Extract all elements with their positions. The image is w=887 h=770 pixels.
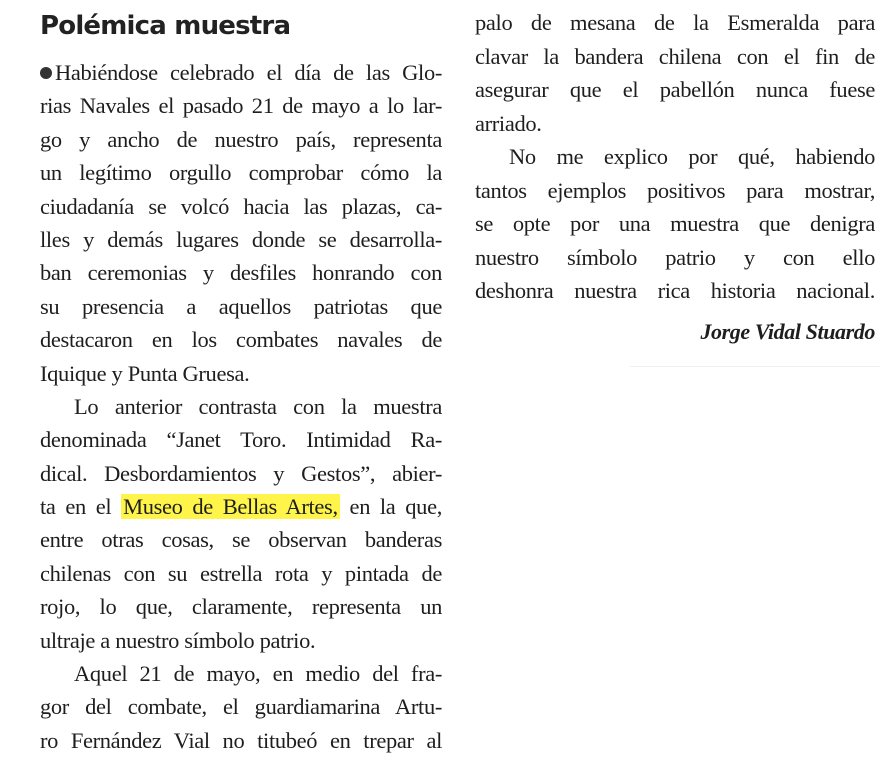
paragraph-1-line-8: su presencia a aquellos patriotas que	[40, 293, 442, 319]
bullet-icon	[40, 67, 52, 79]
paragraph-1-line-7: ban ceremonias y desfiles honrando con	[40, 260, 442, 286]
highlighted-museum-name: Museo de Bellas Artes,	[123, 494, 338, 520]
right-column	[475, 6, 875, 352]
paragraph-4-line-5: deshonra nuestra rica historia nacional.	[475, 278, 875, 303]
paragraph-2-line-3: dical. Desbordamientos y Gestos”, abier-	[40, 460, 442, 486]
paragraph-4-line-4: nuestro símbolo patrio y con ello	[475, 244, 875, 270]
paragraph-1-line-6: lles y demás lugares donde se desarrolla-	[40, 226, 442, 252]
paragraph-2-line-2: denominada “Janet Toro. Intimidad Ra-	[40, 427, 442, 453]
paragraph-3-line-5: clavar la bandera chilena con el fin de	[475, 43, 875, 69]
paragraph-1-line-10: Iquique y Punta Gruesa.	[40, 360, 250, 386]
paragraph-3-line-7: arriado.	[475, 110, 542, 136]
paragraph-1-line-9: destacaron en los combates navales de	[40, 327, 442, 353]
author-signature: Jorge Vidal Stuardo	[700, 318, 875, 344]
paragraph-2-line-8: ultraje a nuestro símbolo patrio.	[40, 627, 316, 653]
paragraph-4-line-2: tantos ejemplos positivos para mostrar,	[475, 177, 875, 203]
paragraph-1-line-1: Habiéndose celebrado el día de las Glo-	[40, 56, 442, 89]
paragraph-3-line-6: asegurar que el pabellón nunca fuese	[475, 77, 875, 102]
paragraph-3-line-3: ro Fernández Vial no titubeó en trepar al	[40, 727, 442, 753]
paragraph-2-line-6: chilenas con su estrella rota y pintada de	[40, 560, 442, 586]
paragraph-2-line-1: Lo anterior contrasta con la muestra	[74, 393, 442, 419]
paragraph-4-line-1: No me explico por qué, habiendo	[509, 144, 875, 169]
divider	[630, 366, 880, 367]
article-title: Polémica muestra	[40, 11, 291, 41]
paragraph-3-line-2: gor del combate, el guardiamarina Artu-	[40, 694, 442, 720]
paragraph-1-line-2: rias Navales el pasado 21 de mayo a lo lar-	[40, 93, 442, 119]
paragraph-3-line-4: palo de mesana de la Esmeralda para	[475, 10, 875, 35]
paragraph-1-line-3: go y ancho de nuestro país, representa	[40, 126, 442, 152]
paragraph-3-line-1: Aquel 21 de mayo, en medio del fra-	[74, 661, 442, 687]
line-text-start: ta en el	[40, 494, 122, 520]
paragraph-2-line-7: rojo, lo que, claramente, representa un	[40, 594, 442, 620]
line-text-end: en la que,	[339, 494, 442, 520]
paragraph-2-line-5: entre otras cosas, se observan banderas	[40, 527, 442, 553]
paragraph-1-line-5: ciudadanía se volcó hacia las plazas, ca-	[40, 193, 442, 219]
paragraph-2-line-4	[40, 490, 442, 523]
paragraph-4-line-3: se opte por una muestra que denigra	[475, 211, 875, 236]
paragraph-1-line-4: un legítimo orgullo comprobar cómo la	[40, 160, 442, 186]
left-column	[40, 6, 442, 757]
